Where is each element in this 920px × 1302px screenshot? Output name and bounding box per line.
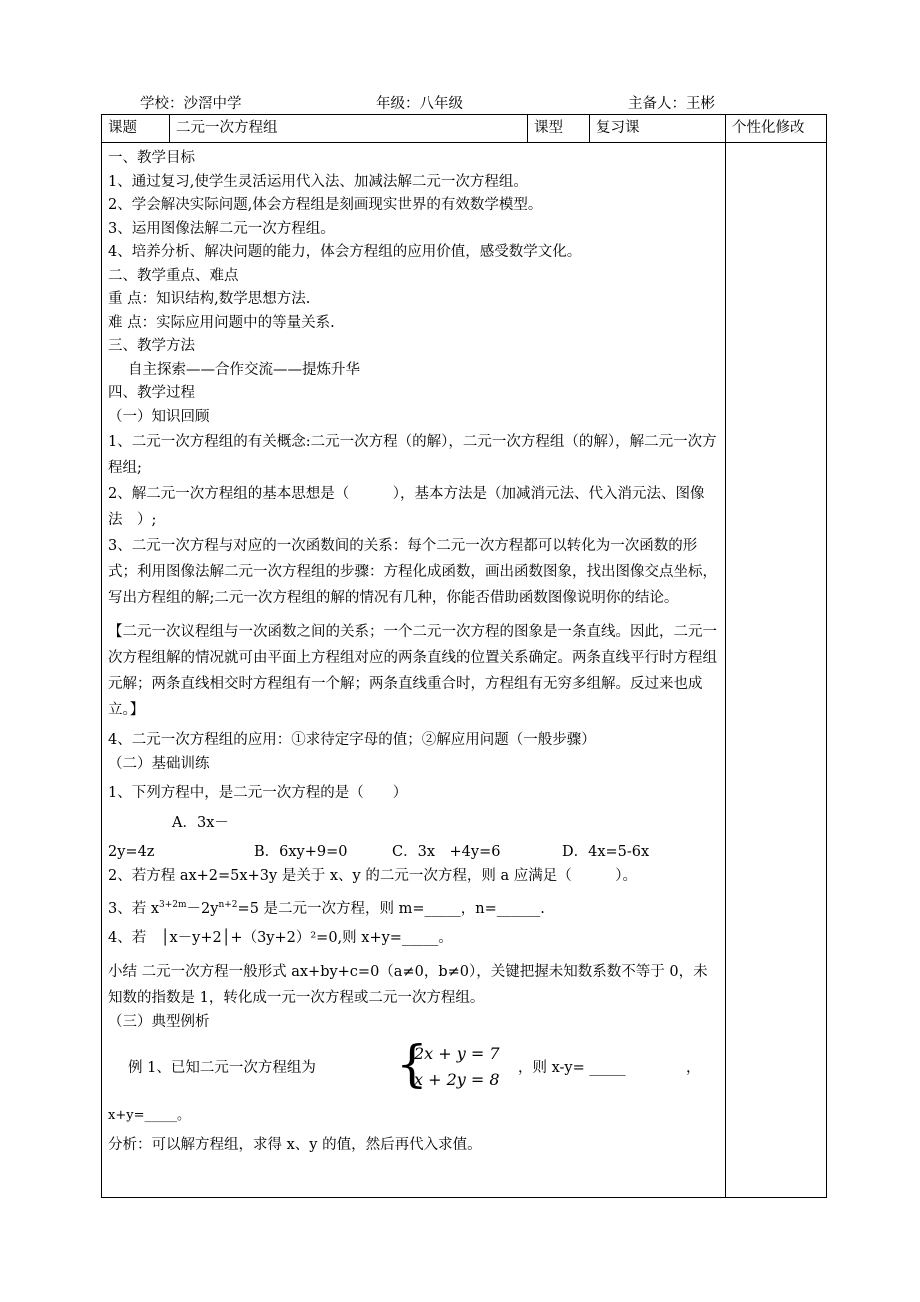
subsection-heading: （二）基础训练 xyxy=(108,755,210,772)
q3-part-a: 3、若 x xyxy=(108,900,160,917)
option-d: D．4x=5-6x xyxy=(562,844,650,860)
paragraph: 3、二元一次方程与对应的一次函数间的关系：每个二元一次方程都可以转化为一次函数的形式；利用图像法解二元一次方程组的步骤：方程化成函数，画出函数图象，找出图像交点坐标，写出方程组的解;二元一次方程组的解的情况有几种，你能否借助函数图像说明你的结论。 xyxy=(108,538,717,606)
section-heading: 一、教学目标 xyxy=(108,150,195,166)
text-line: 难 点：实际应用问题中的等量关系. xyxy=(108,314,335,331)
question-4: 4、若 │x－y+2│+（3y+2）²=0,则 x+y=_____。 xyxy=(108,930,453,947)
summary-paragraph: 小结 二元一次方程一般形式 ax+by+c=0（a≠0，b≠0），关键把握未知数系数不等于 0，未知数的指数是 1，转化成一元一次方程或二元一次方程组。 xyxy=(108,963,708,1006)
option-c: C．3x +4y=6 xyxy=(392,844,501,860)
example-1 xyxy=(108,1035,719,1096)
section-heading: 三、教学方法 xyxy=(108,338,195,354)
section-heading: 二、教学重点、难点 xyxy=(108,267,239,284)
grade-label: 年级：八年级 xyxy=(376,96,463,112)
question-2: 2、若方程 ax+2=5x+3y 是关于 x、y 的二元一次方程，则 a 应满足（ ）。 xyxy=(108,867,637,884)
option-a-end: 2y=4z xyxy=(108,844,155,860)
question-1: 1、下列方程中，是二元一次方程的是（ ） xyxy=(108,785,408,801)
analysis-line: 分析：可以解方程组，求得 x、y 的值，然后再代入求值。 xyxy=(108,1136,482,1153)
equation-system xyxy=(396,1035,506,1096)
note-paragraph: 【二元一次议程组与一次函数之间的关系；一个二元一次方程的图象是一条直线。因此，二元一次方程组解的情况就可由平面上方程组对应的两条直线的位置关系确定。两条直线平行时方程组元解；两条直线相交时方程组有一个解；两条直线重合时，方程组有无穷多组解。反过来也成立。】 xyxy=(108,624,717,718)
q3-exponent-2: n+2 xyxy=(218,900,238,910)
equation-2: x + 2y = 8 xyxy=(414,1070,500,1090)
q3-exponent-1: 3+2m xyxy=(159,900,187,910)
paragraph: 1、二元一次方程组的有关概念:二元一次方程（的解），二元一次方程组（的解），解二元一次方程组; xyxy=(108,434,717,476)
type-label: 课型 xyxy=(528,115,590,143)
text-line: 4、二元一次方程组的应用：①求待定字母的值；②解应用问题（一般步骤） xyxy=(108,732,596,748)
personal-column xyxy=(726,143,827,1198)
subsection-heading: （一）知识回顾 xyxy=(108,408,210,425)
lesson-plan-table xyxy=(101,114,827,1198)
example-question: ，则 x-y= _____ xyxy=(518,1060,626,1077)
subsection-heading: （三）典型例析 xyxy=(108,1013,210,1030)
topic-label: 课题 xyxy=(102,115,170,143)
q3-part-b: －2y xyxy=(186,900,219,917)
options-row xyxy=(108,841,719,865)
example-comma: ， xyxy=(686,1060,701,1077)
preparer-label: 主备人：王彬 xyxy=(628,96,715,112)
school-label: 学校：沙滘中学 xyxy=(140,96,242,112)
personal-label: 个性化修改 xyxy=(726,115,827,143)
document-header xyxy=(0,92,920,114)
question-3 xyxy=(108,894,719,921)
paragraph: 2、解二元一次方程组的基本思想是（ ），基本方法是（加减消元法、代入消元法、图像法 ）; xyxy=(108,486,705,528)
example-blank: x+y=_____。 xyxy=(108,1108,190,1124)
lesson-content xyxy=(102,143,726,1198)
text-line: 4、培养分析、解决问题的能力，体会方程组的应用价值，感受数学文化。 xyxy=(108,244,582,260)
section-heading: 四、教学过程 xyxy=(108,385,195,401)
example-label: 例 1、已知二元一次方程组为 xyxy=(128,1060,316,1077)
q3-part-c: =5 是二元一次方程，则 m=_____，n=______. xyxy=(237,900,545,917)
text-line: 1、通过复习,使学生灵活运用代入法、加减法解二元一次方程组。 xyxy=(108,173,528,190)
brace-icon: { xyxy=(396,1035,428,1094)
text-line: 自主探索——合作交流——提炼升华 xyxy=(128,361,360,378)
option-a-start: A．3x－ xyxy=(172,814,229,831)
text-line: 3、运用图像法解二元一次方程组。 xyxy=(108,220,335,237)
type-value: 复习课 xyxy=(590,115,726,143)
equation-1: 2x + y = 7 xyxy=(414,1044,500,1064)
text-line: 重 点：知识结构,数学思想方法. xyxy=(108,291,311,307)
option-b: B．6xy+9=0 xyxy=(254,844,348,860)
topic-value: 二元一次方程组 xyxy=(170,115,528,143)
text-line: 2、学会解决实际问题,体会方程组是刻画现实世界的有效数学模型。 xyxy=(108,197,543,213)
